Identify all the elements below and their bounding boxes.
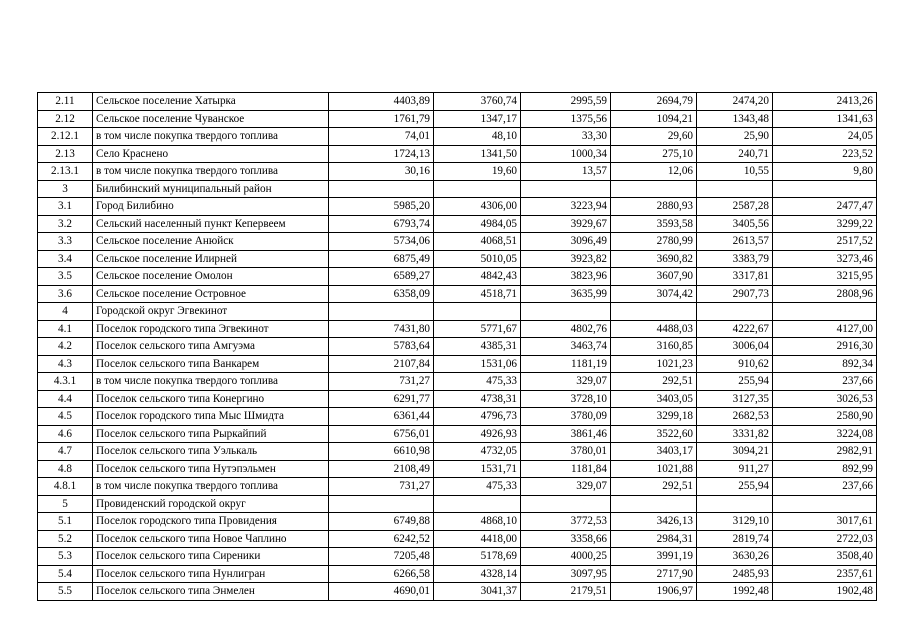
value-cell: 1021,88 — [611, 460, 697, 478]
value-cell: 12,06 — [611, 163, 697, 181]
value-cell: 3760,74 — [434, 93, 521, 111]
table-row — [38, 478, 877, 496]
settlement-name-cell: Билибинский муниципальный район — [93, 180, 329, 198]
value-cell: 4222,67 — [697, 320, 773, 338]
value-cell — [521, 180, 611, 198]
settlement-name-cell: Городской округ Эгвекинот — [93, 303, 329, 321]
value-cell: 3861,46 — [521, 425, 611, 443]
value-cell: 5178,69 — [434, 548, 521, 566]
value-cell: 19,60 — [434, 163, 521, 181]
value-cell — [773, 303, 877, 321]
value-cell: 24,05 — [773, 128, 877, 146]
value-cell: 1531,06 — [434, 355, 521, 373]
value-cell: 1341,63 — [773, 110, 877, 128]
value-cell: 911,27 — [697, 460, 773, 478]
value-cell: 2982,91 — [773, 443, 877, 461]
table-row — [38, 268, 877, 286]
value-cell: 2916,30 — [773, 338, 877, 356]
value-cell: 6610,98 — [329, 443, 434, 461]
settlement-name-cell: Город Билибино — [93, 198, 329, 216]
value-cell: 2517,52 — [773, 233, 877, 251]
row-number-cell: 4.2 — [38, 338, 93, 356]
value-cell: 2717,90 — [611, 565, 697, 583]
table-row — [38, 320, 877, 338]
value-cell: 3403,17 — [611, 443, 697, 461]
value-cell: 3223,94 — [521, 198, 611, 216]
row-number-cell: 4.8 — [38, 460, 93, 478]
row-number-cell: 5.3 — [38, 548, 93, 566]
value-cell: 1181,84 — [521, 460, 611, 478]
value-cell — [329, 495, 434, 513]
value-cell: 5734,06 — [329, 233, 434, 251]
value-cell: 2357,61 — [773, 565, 877, 583]
settlement-name-cell: Сельский населенный пункт Кепервеем — [93, 215, 329, 233]
value-cell: 3215,95 — [773, 268, 877, 286]
value-cell: 2722,03 — [773, 530, 877, 548]
value-cell: 10,55 — [697, 163, 773, 181]
settlement-name-cell: Поселок сельского типа Новое Чаплино — [93, 530, 329, 548]
value-cell — [611, 495, 697, 513]
value-cell: 2682,53 — [697, 408, 773, 426]
value-cell: 3299,18 — [611, 408, 697, 426]
value-cell: 731,27 — [329, 373, 434, 391]
table-row — [38, 513, 877, 531]
settlement-name-cell: в том числе покупка твердого топлива — [93, 128, 329, 146]
value-cell: 3630,26 — [697, 548, 773, 566]
value-cell: 292,51 — [611, 373, 697, 391]
value-cell: 3094,21 — [697, 443, 773, 461]
value-cell: 2485,93 — [697, 565, 773, 583]
value-cell: 3635,99 — [521, 285, 611, 303]
row-number-cell: 5 — [38, 495, 93, 513]
value-cell: 3403,05 — [611, 390, 697, 408]
row-number-cell: 4.3 — [38, 355, 93, 373]
value-cell: 475,33 — [434, 373, 521, 391]
table-row — [38, 338, 877, 356]
row-number-cell: 2.13 — [38, 145, 93, 163]
value-cell: 1906,97 — [611, 583, 697, 601]
value-cell: 1343,48 — [697, 110, 773, 128]
value-cell: 4518,71 — [434, 285, 521, 303]
value-cell: 3129,10 — [697, 513, 773, 531]
value-cell: 4127,00 — [773, 320, 877, 338]
value-cell: 3780,01 — [521, 443, 611, 461]
value-cell: 74,01 — [329, 128, 434, 146]
value-cell: 3405,56 — [697, 215, 773, 233]
value-cell — [434, 495, 521, 513]
value-cell: 5985,20 — [329, 198, 434, 216]
value-cell: 6266,58 — [329, 565, 434, 583]
value-cell: 2819,74 — [697, 530, 773, 548]
value-cell: 329,07 — [521, 478, 611, 496]
table-row — [38, 443, 877, 461]
value-cell: 4796,73 — [434, 408, 521, 426]
row-number-cell: 2.13.1 — [38, 163, 93, 181]
value-cell: 1724,13 — [329, 145, 434, 163]
value-cell: 4842,43 — [434, 268, 521, 286]
settlement-name-cell: в том числе покупка твердого топлива — [93, 163, 329, 181]
settlement-name-cell: Поселок городского типа Эгвекинот — [93, 320, 329, 338]
row-number-cell: 2.12 — [38, 110, 93, 128]
value-cell: 3383,79 — [697, 250, 773, 268]
value-cell — [329, 303, 434, 321]
table-row — [38, 233, 877, 251]
value-cell: 3224,08 — [773, 425, 877, 443]
value-cell: 3463,74 — [521, 338, 611, 356]
value-cell: 3780,09 — [521, 408, 611, 426]
value-cell: 5783,64 — [329, 338, 434, 356]
row-number-cell: 4.5 — [38, 408, 93, 426]
value-cell: 5771,67 — [434, 320, 521, 338]
value-cell: 2613,57 — [697, 233, 773, 251]
value-cell: 4926,93 — [434, 425, 521, 443]
value-cell: 1531,71 — [434, 460, 521, 478]
value-cell: 475,33 — [434, 478, 521, 496]
value-cell: 3074,42 — [611, 285, 697, 303]
value-cell: 2984,31 — [611, 530, 697, 548]
settlement-name-cell: Сельское поселение Омолон — [93, 268, 329, 286]
value-cell: 3728,10 — [521, 390, 611, 408]
value-cell: 4732,05 — [434, 443, 521, 461]
value-cell: 3097,95 — [521, 565, 611, 583]
row-number-cell: 5.1 — [38, 513, 93, 531]
table-row — [38, 180, 877, 198]
value-cell: 2477,47 — [773, 198, 877, 216]
value-cell: 2108,49 — [329, 460, 434, 478]
row-number-cell: 4.4 — [38, 390, 93, 408]
row-number-cell: 3.3 — [38, 233, 93, 251]
table-body — [38, 93, 877, 601]
table-row — [38, 548, 877, 566]
value-cell: 4984,05 — [434, 215, 521, 233]
row-number-cell: 3.4 — [38, 250, 93, 268]
value-cell: 3127,35 — [697, 390, 773, 408]
value-cell: 4802,76 — [521, 320, 611, 338]
value-cell: 2995,59 — [521, 93, 611, 111]
value-cell: 7205,48 — [329, 548, 434, 566]
table-row — [38, 285, 877, 303]
value-cell: 4488,03 — [611, 320, 697, 338]
table-row — [38, 198, 877, 216]
value-cell: 6793,74 — [329, 215, 434, 233]
value-cell — [773, 495, 877, 513]
settlement-name-cell: Сельское поселение Чуванское — [93, 110, 329, 128]
settlement-name-cell: Поселок сельского типа Нутэпэльмен — [93, 460, 329, 478]
value-cell: 2694,79 — [611, 93, 697, 111]
value-cell: 3096,49 — [521, 233, 611, 251]
value-cell: 3607,90 — [611, 268, 697, 286]
value-cell: 6242,52 — [329, 530, 434, 548]
value-cell: 4738,31 — [434, 390, 521, 408]
value-cell: 292,51 — [611, 478, 697, 496]
value-cell: 329,07 — [521, 373, 611, 391]
value-cell: 3508,40 — [773, 548, 877, 566]
value-cell: 3929,67 — [521, 215, 611, 233]
table-row — [38, 163, 877, 181]
value-cell: 9,80 — [773, 163, 877, 181]
table-row — [38, 303, 877, 321]
value-cell: 2474,20 — [697, 93, 773, 111]
value-cell: 4000,25 — [521, 548, 611, 566]
table-row — [38, 373, 877, 391]
value-cell: 6358,09 — [329, 285, 434, 303]
value-cell: 25,90 — [697, 128, 773, 146]
row-number-cell: 4.1 — [38, 320, 93, 338]
value-cell: 3593,58 — [611, 215, 697, 233]
value-cell: 1181,19 — [521, 355, 611, 373]
settlement-name-cell: Поселок сельского типа Ванкарем — [93, 355, 329, 373]
value-cell — [521, 303, 611, 321]
table-row — [38, 495, 877, 513]
value-cell: 4306,00 — [434, 198, 521, 216]
settlement-name-cell: в том числе покупка твердого топлива — [93, 373, 329, 391]
settlement-name-cell: Поселок сельского типа Конергино — [93, 390, 329, 408]
value-cell: 892,99 — [773, 460, 877, 478]
value-cell: 3426,13 — [611, 513, 697, 531]
value-cell: 2107,84 — [329, 355, 434, 373]
value-cell — [434, 180, 521, 198]
value-cell — [697, 180, 773, 198]
settlement-name-cell: Сельское поселение Анюйск — [93, 233, 329, 251]
value-cell: 29,60 — [611, 128, 697, 146]
value-cell: 13,57 — [521, 163, 611, 181]
value-cell — [697, 495, 773, 513]
value-cell: 1375,56 — [521, 110, 611, 128]
value-cell: 3006,04 — [697, 338, 773, 356]
value-cell: 1347,17 — [434, 110, 521, 128]
row-number-cell: 3 — [38, 180, 93, 198]
value-cell: 2179,51 — [521, 583, 611, 601]
value-cell: 4403,89 — [329, 93, 434, 111]
value-cell: 3331,82 — [697, 425, 773, 443]
value-cell: 255,94 — [697, 478, 773, 496]
value-cell: 33,30 — [521, 128, 611, 146]
table-row — [38, 355, 877, 373]
value-cell: 3273,46 — [773, 250, 877, 268]
row-number-cell: 2.12.1 — [38, 128, 93, 146]
table-row — [38, 250, 877, 268]
value-cell: 3690,82 — [611, 250, 697, 268]
value-cell: 3522,60 — [611, 425, 697, 443]
settlement-name-cell: Сельское поселение Хатырка — [93, 93, 329, 111]
value-cell — [434, 303, 521, 321]
settlement-name-cell: Поселок сельского типа Рыркайпий — [93, 425, 329, 443]
value-cell: 2413,26 — [773, 93, 877, 111]
row-number-cell: 4.6 — [38, 425, 93, 443]
value-cell: 1761,79 — [329, 110, 434, 128]
value-cell: 3041,37 — [434, 583, 521, 601]
table-row — [38, 460, 877, 478]
row-number-cell: 5.2 — [38, 530, 93, 548]
value-cell: 2907,73 — [697, 285, 773, 303]
value-cell: 3923,82 — [521, 250, 611, 268]
table-row — [38, 583, 877, 601]
settlement-name-cell: Провиденский городской округ — [93, 495, 329, 513]
value-cell: 6589,27 — [329, 268, 434, 286]
value-cell: 3160,85 — [611, 338, 697, 356]
value-cell: 2587,28 — [697, 198, 773, 216]
value-cell: 1341,50 — [434, 145, 521, 163]
table-row — [38, 390, 877, 408]
value-cell — [697, 303, 773, 321]
value-cell: 6756,01 — [329, 425, 434, 443]
value-cell: 48,10 — [434, 128, 521, 146]
value-cell: 4690,01 — [329, 583, 434, 601]
table-row — [38, 93, 877, 111]
settlement-name-cell: Поселок сельского типа Нунлигран — [93, 565, 329, 583]
value-cell: 4868,10 — [434, 513, 521, 531]
value-cell: 3299,22 — [773, 215, 877, 233]
value-cell: 4328,14 — [434, 565, 521, 583]
value-cell: 6749,88 — [329, 513, 434, 531]
table-row — [38, 565, 877, 583]
value-cell: 7431,80 — [329, 320, 434, 338]
row-number-cell: 4.3.1 — [38, 373, 93, 391]
value-cell: 1992,48 — [697, 583, 773, 601]
settlement-name-cell: Сельское поселение Илирней — [93, 250, 329, 268]
value-cell: 3991,19 — [611, 548, 697, 566]
table-row — [38, 128, 877, 146]
tariff-table — [37, 92, 877, 601]
row-number-cell: 5.4 — [38, 565, 93, 583]
row-number-cell: 3.2 — [38, 215, 93, 233]
value-cell: 4068,51 — [434, 233, 521, 251]
value-cell: 3017,61 — [773, 513, 877, 531]
value-cell: 731,27 — [329, 478, 434, 496]
value-cell: 240,71 — [697, 145, 773, 163]
value-cell: 3772,53 — [521, 513, 611, 531]
row-number-cell: 3.1 — [38, 198, 93, 216]
settlement-name-cell: Село Краснено — [93, 145, 329, 163]
value-cell: 5010,05 — [434, 250, 521, 268]
value-cell: 3026,53 — [773, 390, 877, 408]
table-row — [38, 425, 877, 443]
value-cell: 4385,31 — [434, 338, 521, 356]
table-row — [38, 408, 877, 426]
value-cell — [329, 180, 434, 198]
settlement-name-cell: Поселок сельского типа Энмелен — [93, 583, 329, 601]
table-row — [38, 110, 877, 128]
settlement-name-cell: в том числе покупка твердого топлива — [93, 478, 329, 496]
value-cell: 6291,77 — [329, 390, 434, 408]
settlement-name-cell: Поселок сельского типа Сиреники — [93, 548, 329, 566]
value-cell: 255,94 — [697, 373, 773, 391]
value-cell: 3823,96 — [521, 268, 611, 286]
row-number-cell: 2.11 — [38, 93, 93, 111]
table-row — [38, 215, 877, 233]
value-cell — [611, 180, 697, 198]
value-cell: 3358,66 — [521, 530, 611, 548]
settlement-name-cell: Поселок городского типа Провидения — [93, 513, 329, 531]
value-cell: 1902,48 — [773, 583, 877, 601]
value-cell — [521, 495, 611, 513]
value-cell: 2880,93 — [611, 198, 697, 216]
row-number-cell: 4.7 — [38, 443, 93, 461]
value-cell — [773, 180, 877, 198]
value-cell: 1000,34 — [521, 145, 611, 163]
value-cell: 1021,23 — [611, 355, 697, 373]
row-number-cell: 5.5 — [38, 583, 93, 601]
value-cell: 2808,96 — [773, 285, 877, 303]
settlement-name-cell: Поселок городского типа Мыс Шмидта — [93, 408, 329, 426]
value-cell: 30,16 — [329, 163, 434, 181]
value-cell — [611, 303, 697, 321]
value-cell: 4418,00 — [434, 530, 521, 548]
row-number-cell: 3.6 — [38, 285, 93, 303]
row-number-cell: 4 — [38, 303, 93, 321]
settlement-name-cell: Поселок сельского типа Амгуэма — [93, 338, 329, 356]
value-cell: 892,34 — [773, 355, 877, 373]
table-row — [38, 530, 877, 548]
value-cell: 2580,90 — [773, 408, 877, 426]
row-number-cell: 3.5 — [38, 268, 93, 286]
value-cell: 1094,21 — [611, 110, 697, 128]
value-cell: 2780,99 — [611, 233, 697, 251]
value-cell: 3317,81 — [697, 268, 773, 286]
value-cell: 6361,44 — [329, 408, 434, 426]
settlement-name-cell: Сельское поселение Островное — [93, 285, 329, 303]
value-cell: 237,66 — [773, 373, 877, 391]
row-number-cell: 4.8.1 — [38, 478, 93, 496]
value-cell: 275,10 — [611, 145, 697, 163]
value-cell: 910,62 — [697, 355, 773, 373]
table-row — [38, 145, 877, 163]
value-cell: 6875,49 — [329, 250, 434, 268]
settlement-name-cell: Поселок сельского типа Уэлькаль — [93, 443, 329, 461]
value-cell: 223,52 — [773, 145, 877, 163]
value-cell: 237,66 — [773, 478, 877, 496]
